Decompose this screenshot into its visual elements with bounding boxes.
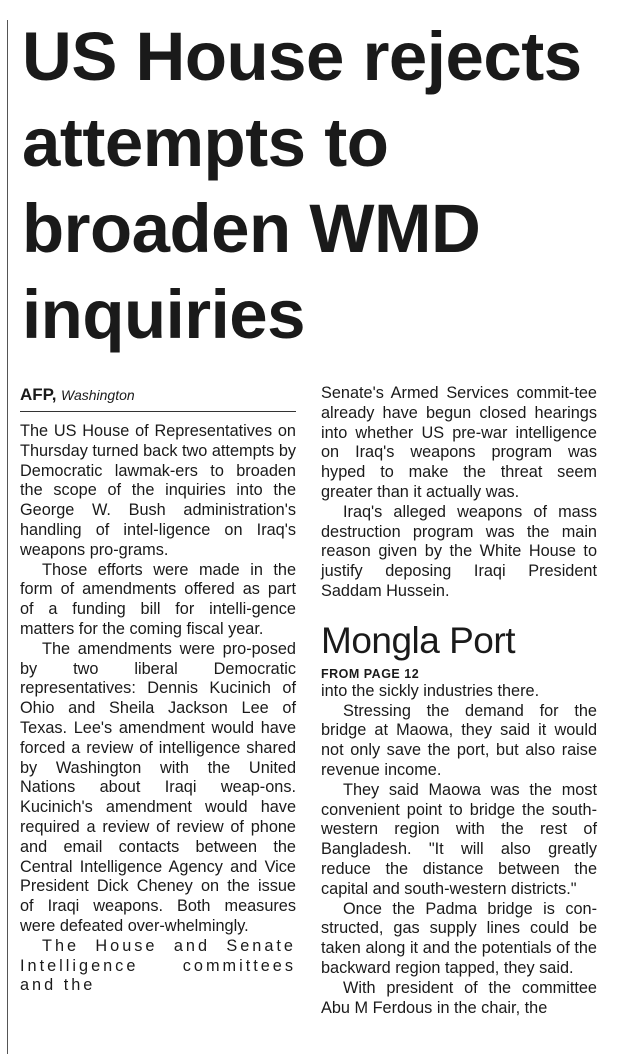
article-body <box>20 422 296 996</box>
headline-line: inquiries <box>22 276 306 353</box>
dateline <box>20 384 296 407</box>
paragraph: They said Maowa was the most convenient point to bridge the south-western region with the rest of Bangladesh. "It will also greatly reduce the distance between the capital and south-western districts." <box>321 780 597 898</box>
paragraph: into the sickly industries there. <box>321 681 540 700</box>
article-body-continued <box>321 384 597 602</box>
paragraph: Senate's Armed Services commit-tee already have begun closed hearings into whether US pre-war intelligence on Iraq's weapons program was hyped to make the threat seem greater than it actually was. <box>321 384 597 501</box>
dateline-rule <box>20 411 296 412</box>
headline <box>22 14 622 358</box>
dateline-city: Washington <box>61 387 135 403</box>
paragraph: Stressing the demand for the bridge at Maowa, they said it would not only save the port, but also raise revenue income. <box>321 701 597 779</box>
second-story-body <box>321 682 597 1019</box>
paragraph: Once the Padma bridge is con-structed, gas supply lines could be taken along it and the potentials of the backward region tapped, they said. <box>321 899 597 977</box>
column-rule <box>7 20 8 1054</box>
jump-line: FROM PAGE 12 <box>321 666 420 681</box>
dateline-agency: AFP, <box>20 385 57 404</box>
paragraph: Iraq's alleged weapons of mass destruction program was the main reason given by the White House to justify deposing Iraqi President Saddam Hussein. <box>321 502 597 600</box>
headline-line: US House rejects <box>22 18 582 95</box>
headline-line: broaden WMD <box>22 190 481 267</box>
second-story-headline: Mongla Port <box>321 619 515 661</box>
article-column-right <box>321 384 597 1018</box>
article-column-left <box>20 384 296 996</box>
paragraph: With president of the committee Abu M Ferdous in the chair, the <box>321 978 597 1017</box>
paragraph: Those efforts were made in the form of amendments offered as part of a funding bill for intelli-gence matters for the coming fiscal year. <box>20 560 296 638</box>
headline-line: attempts to <box>22 104 389 181</box>
paragraph: The amendments were pro-posed by two liberal Democratic representatives: Dennis Kucinich of Ohio and Sheila Jackson Lee of Texas. Lee's amendment would have forced a review of intelligence shared by Washington with the United Nations about Iraqi weap-ons. Kucinich's amendment would have required a review of review of phone and email contacts between the Central Intelligence Agency and Vice President Dick Cheney on the issue of Iraqi weapons. Both measures were defeated over-whelmingly. <box>20 639 296 935</box>
paragraph: The House and Senate Intelligence committees and the <box>20 936 296 995</box>
paragraph: The US House of Representatives on Thursday turned back two attempts by Democratic lawmak-ers to broaden the scope of the inquiries into the George W. Bush administration's handling of intel-ligence on Iraq's weapons pro-grams. <box>20 422 297 559</box>
